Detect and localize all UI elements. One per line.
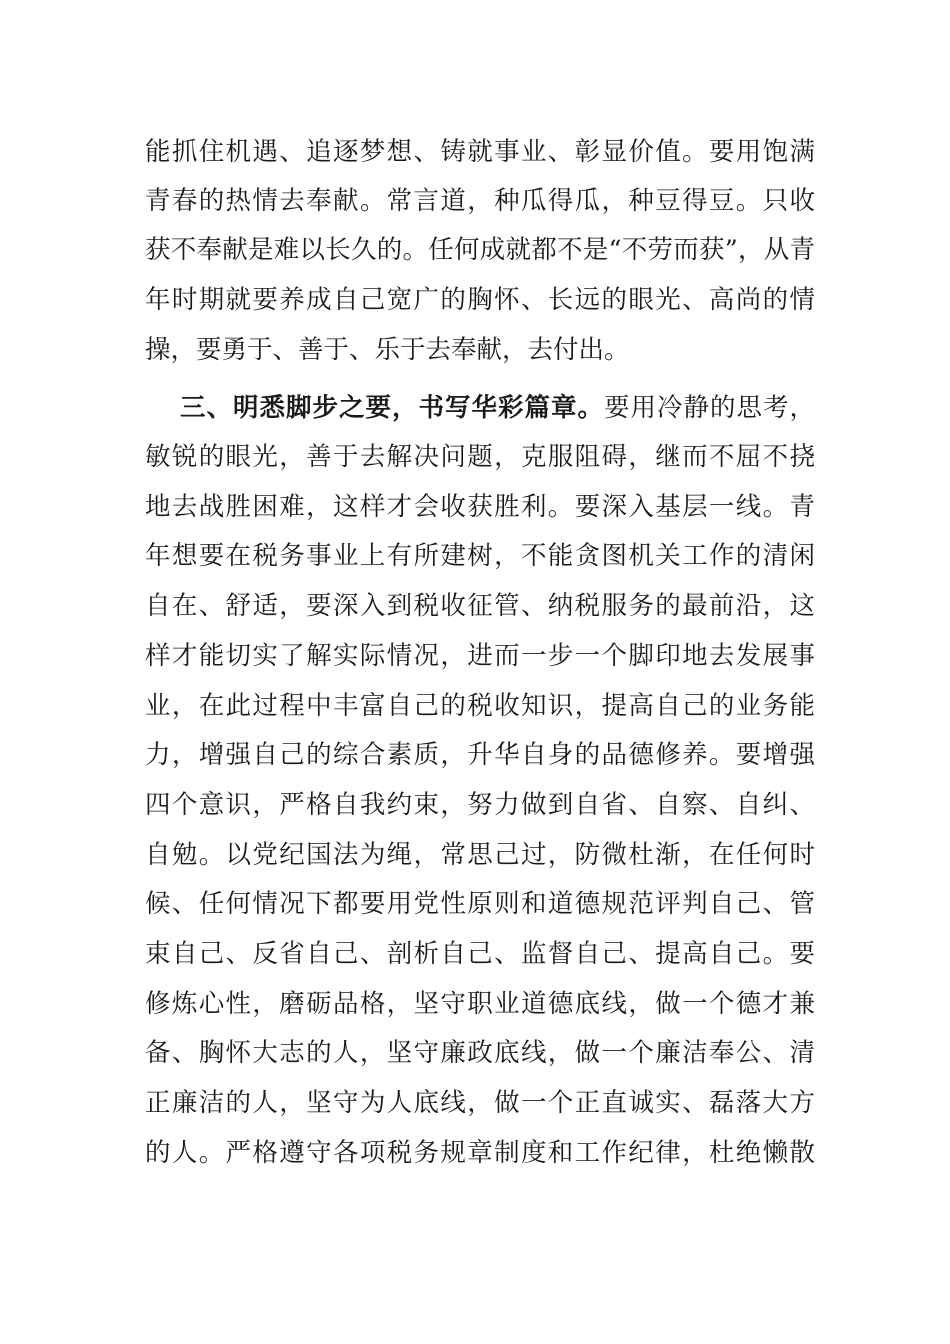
text-line: 自勉。以党纪国法为绳，常思己过，防微杜渐，在任何时: [145, 840, 815, 870]
section-heading-continuation: 要用冷静的思考，: [603, 393, 815, 423]
text-line: 敏锐的眼光，善于去解决问题，克服阻碍，继而不屈不挠: [145, 442, 815, 472]
section-heading: 三、明悉脚步之要，书写华彩篇章。: [180, 393, 604, 423]
text-line: 的人。严格遵守各项税务规章制度和工作纪律，杜绝懒散: [145, 1138, 815, 1168]
text-line: 修炼心性，磨砺品格，坚守职业道德底线，做一个德才兼: [145, 989, 815, 1019]
text-line: 候、任何情况下都要用党性原则和道德规范评判自己、管: [145, 889, 815, 919]
text-line: 正廉洁的人，坚守为人底线，做一个正直诚实、磊落大方: [145, 1088, 815, 1118]
text-line: 力，增强自己的综合素质，升华自身的品德修养。要增强: [145, 740, 815, 770]
text-line: 四个意识，严格自我约束，努力做到自省、自察、自纠、: [145, 790, 815, 820]
text-line: 操，要勇于、善于、乐于去奉献，去付出。: [145, 335, 630, 365]
text-line: 束自己、反省自己、剖析自己、监督自己、提高自己。要: [145, 939, 815, 969]
text-line: 业，在此过程中丰富自己的税收知识，提高自己的业务能: [145, 691, 815, 721]
text-line: 获不奉献是难以长久的。任何成就都不是“不劳而获”，从青: [145, 235, 815, 265]
text-line: 地去战胜困难，这样才会收获胜利。要深入基层一线。青: [145, 492, 815, 522]
text-line: 能抓住机遇、追逐梦想、铸就事业、彰显价值。要用饱满: [145, 137, 815, 167]
text-line: 样才能切实了解实际情况，进而一步一个脚印地去发展事: [145, 641, 815, 671]
section-heading-line: [180, 388, 815, 428]
text-line: 备、胸怀大志的人，坚守廉政底线，做一个廉洁奉公、清: [145, 1038, 815, 1068]
text-line: 青春的热情去奉献。常言道，种瓜得瓜，种豆得豆。只收: [145, 186, 815, 216]
text-line: 年时期就要养成自己宽广的胸怀、长远的眼光、高尚的情: [145, 285, 815, 315]
text-line: 年想要在税务事业上有所建树，不能贪图机关工作的清闲: [145, 541, 815, 571]
text-line: 自在、舒适，要深入到税收征管、纳税服务的最前沿，这: [145, 591, 815, 621]
